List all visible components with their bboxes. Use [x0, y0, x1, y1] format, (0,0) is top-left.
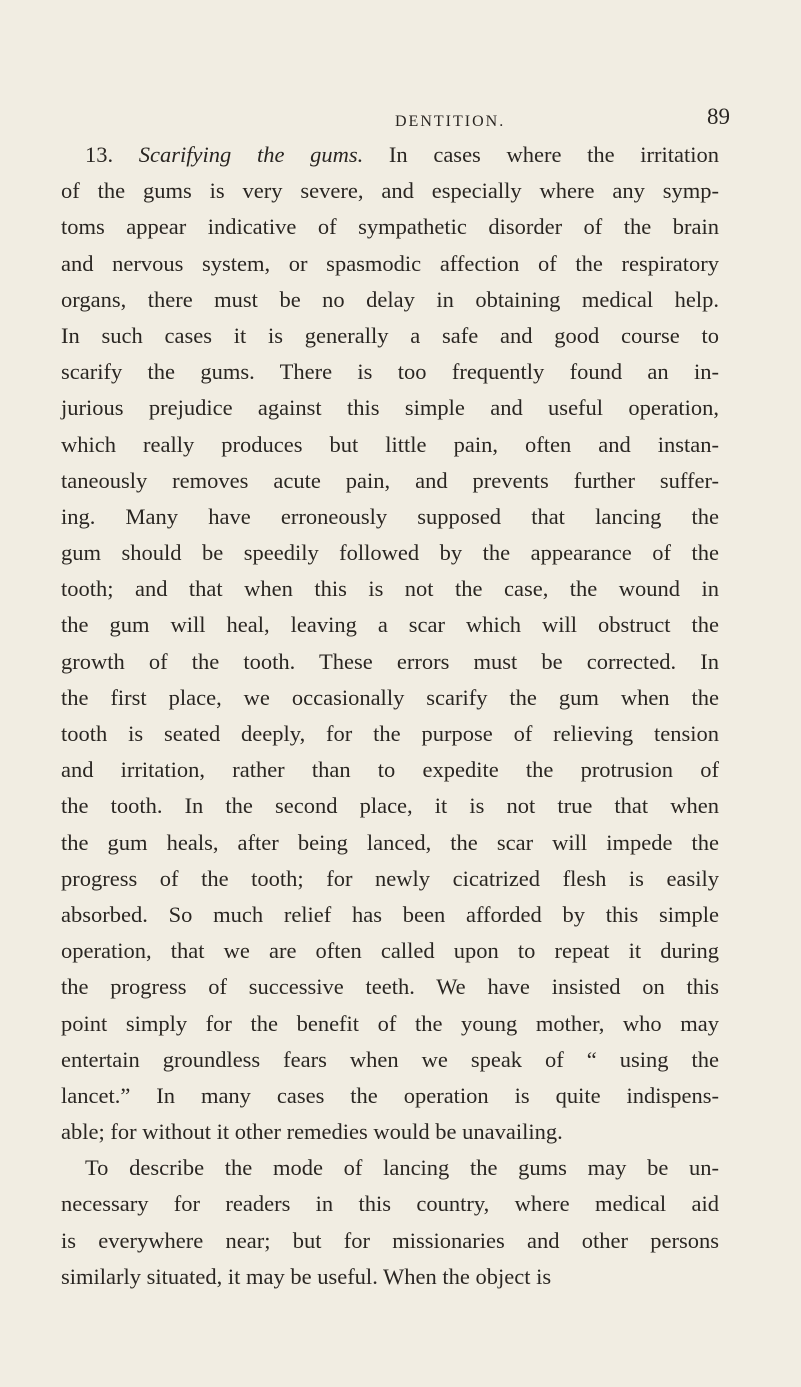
text-line: point simply for the benefit of the young mother, who may: [61, 1010, 719, 1036]
text-line: and nervous system, or spasmodic affection of the respiratory: [61, 250, 719, 276]
running-title: DENTITION.: [395, 113, 506, 130]
text-line: taneously removes acute pain, and prevents further suffer-: [61, 467, 719, 493]
text-line: growth of the tooth. These errors must be corrected. In: [61, 648, 719, 674]
text-line: is everywhere near; but for missionaries and other persons: [61, 1227, 719, 1253]
text-line: To describe the mode of lancing the gums may be un-: [85, 1155, 719, 1181]
text-line: able; for without it other remedies would be unavailing.: [61, 1119, 563, 1145]
text-line: toms appear indicative of sympathetic disorder of the brain: [61, 214, 719, 240]
text-line: operation, that we are often called upon to repeat it during: [61, 938, 719, 964]
text-line: tooth; and that when this is not the case, the wound in: [61, 576, 719, 602]
text-line: similarly situated, it may be useful. When the object is: [61, 1263, 552, 1289]
text-line: necessary for readers in this country, where medical aid: [61, 1191, 719, 1217]
text-line: the gum heals, after being lanced, the scar will impede the: [61, 829, 719, 855]
section-heading: Scarifying the gums.: [138, 142, 364, 167]
text-line: the first place, we occasionally scarify the gum when the: [61, 684, 719, 710]
body-text: [61, 137, 719, 1295]
text-line: and irritation, rather than to expedite the protrusion of: [61, 757, 719, 783]
text-line: ing. Many have erroneously supposed that lancing the: [61, 503, 719, 529]
text-line: scarify the gums. There is too frequently found an in-: [61, 359, 719, 385]
text-line: gum should be speedily followed by the appearance of the: [61, 540, 719, 566]
text-line: lancet.” In many cases the operation is quite indispens-: [61, 1082, 719, 1108]
text-line: of the gums is very severe, and especially where any symp-: [61, 178, 719, 204]
text-line: which really produces but little pain, often and instan-: [61, 431, 719, 457]
paragraph-lancing: [61, 1150, 719, 1295]
text-line: absorbed. So much relief has been afforded by this simple: [61, 901, 719, 927]
text-line: organs, there must be no delay in obtaining medical help.: [61, 286, 719, 312]
page-number: 89: [707, 104, 730, 129]
paragraph-first-line: [61, 137, 719, 173]
text-line: In cases where the irritation: [388, 142, 719, 167]
text-line: entertain groundless fears when we speak of “ using the: [61, 1046, 719, 1072]
text-line: progress of the tooth; for newly cicatrized flesh is easily: [61, 865, 719, 891]
text-line: the tooth. In the second place, it is not true that when: [61, 793, 719, 819]
text-line: In such cases it is generally a safe and good course to: [61, 322, 719, 348]
text-line: tooth is seated deeply, for the purpose of relieving tension: [61, 721, 719, 746]
text-line: jurious prejudice against this simple and useful operation,: [61, 395, 719, 421]
text-line: the progress of successive teeth. We have insisted on this: [61, 974, 719, 1000]
section-number: 13.: [85, 142, 114, 167]
paragraph-scarifying: [61, 137, 719, 1150]
text-line: the gum will heal, leaving a scar which will obstruct the: [61, 612, 719, 638]
